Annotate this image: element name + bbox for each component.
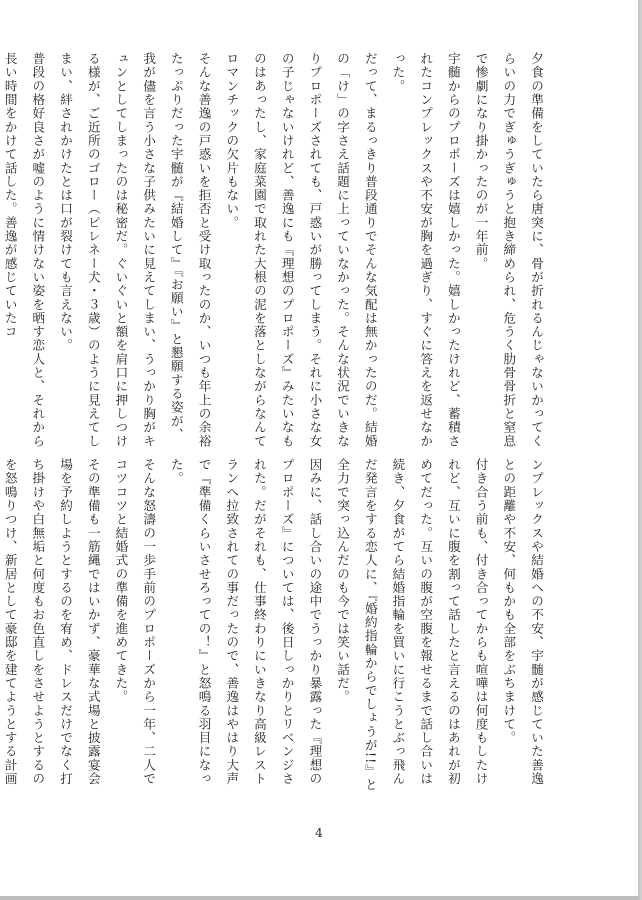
paragraph: そんな善逸の戸惑いを拒否と受け取ったのか、いつも年上の余裕たっぷりだった宇髄が『結婚して』『お願い』と懇願する姿が、我が儘を言う小さな子供みたいに見えてしまい、うっかり胸がキュンとしてしまったのは秘密だ。ぐいぐいと額を肩口に押しつける様が、ご近所のゴロー（ピレネー犬・３歳）のように見えてしまい、絆されかけたとは口が裂けても言えない。 <box>58 52 212 448</box>
paragraph: 因みに、話し合いの途中でうっかり暴露った『理想のプロポーズ』については、後日しっかりとリベンジされた。だがそれも、仕事終わりにいきなり高級レストランへ拉致されての事だったので、善逸はやはり大声で『準備くらいさせろっての！』と怒鳴る羽目になった。 <box>168 458 323 786</box>
paragraph: そんな怒濤の一歩手前のプロポーズから一年、二人でコツコツと結婚式の準備を進めてきた。 <box>113 458 157 786</box>
paragraph: 付き合う前も、付き合ってからも喧嘩は何度もしたけれど、互いに腹を割って話したと言えるのはあれが初めてだった。互いの腹が空腹を報せるまで話し合いは続き、夕食がてら結婚指輪を買いに行こうとぶっ飛んだ発言をする恋人に、『婚約指輪からでしょうが!!』と全力で突っ込んだのも今では笑い話だ。 <box>335 458 489 792</box>
paragraph: その準備も一筋縄ではいかず、豪華な式場と披露宴会場を予約しようとするのを宥め、ドレスだけでなく打ち掛けや白無垢と何度もお色直しをさせようとするのを怒鳴りつけ、新居として豪邸を建てようとする計画 <box>2 458 101 786</box>
page-number: 4 <box>315 826 323 840</box>
bottom-text-block <box>2 458 550 799</box>
top-text-block <box>2 52 550 449</box>
paragraph: だって、まるっきり普段通りでそんな気配は無かったのだ。結婚の「け」の字さえ話題に上っていなかった。そんな状況でいきなりプロポーズされても、戸惑いが勝ってしまう。それに小さな女の子じゃないけれど、善逸にも『理想のプロポーズ』みたいなものはあったし、家庭菜園で取れた大根の泥を落としながらなんてロマンチックの欠片もない。 <box>224 52 378 448</box>
paragraph: 宇髄からのプロポーズは嬉しかった。嬉しかったけれど、蓄積されたコンプレックスや不安が胸を過ぎり、すぐに答えを返せなかった。 <box>390 52 461 448</box>
paragraph: ンプレックスや結婚への不安、宇髄が感じていた善逸との距離や不安、何もかも全部をぶちまけて。 <box>501 458 544 786</box>
paragraph: 夕食の準備をしていたら唐突に、骨が折れるんじゃないかってくらいの力でぎゅうぎゅうと抱き締められ、危うく肋骨骨折と窒息で惨劇になり掛かったのが一年前。 <box>473 52 544 448</box>
paragraph: 普段の格好良さが嘘のように情けない姿を晒す恋人と、それから長い時間をかけて話した。善逸が感じていたコ <box>2 52 46 448</box>
